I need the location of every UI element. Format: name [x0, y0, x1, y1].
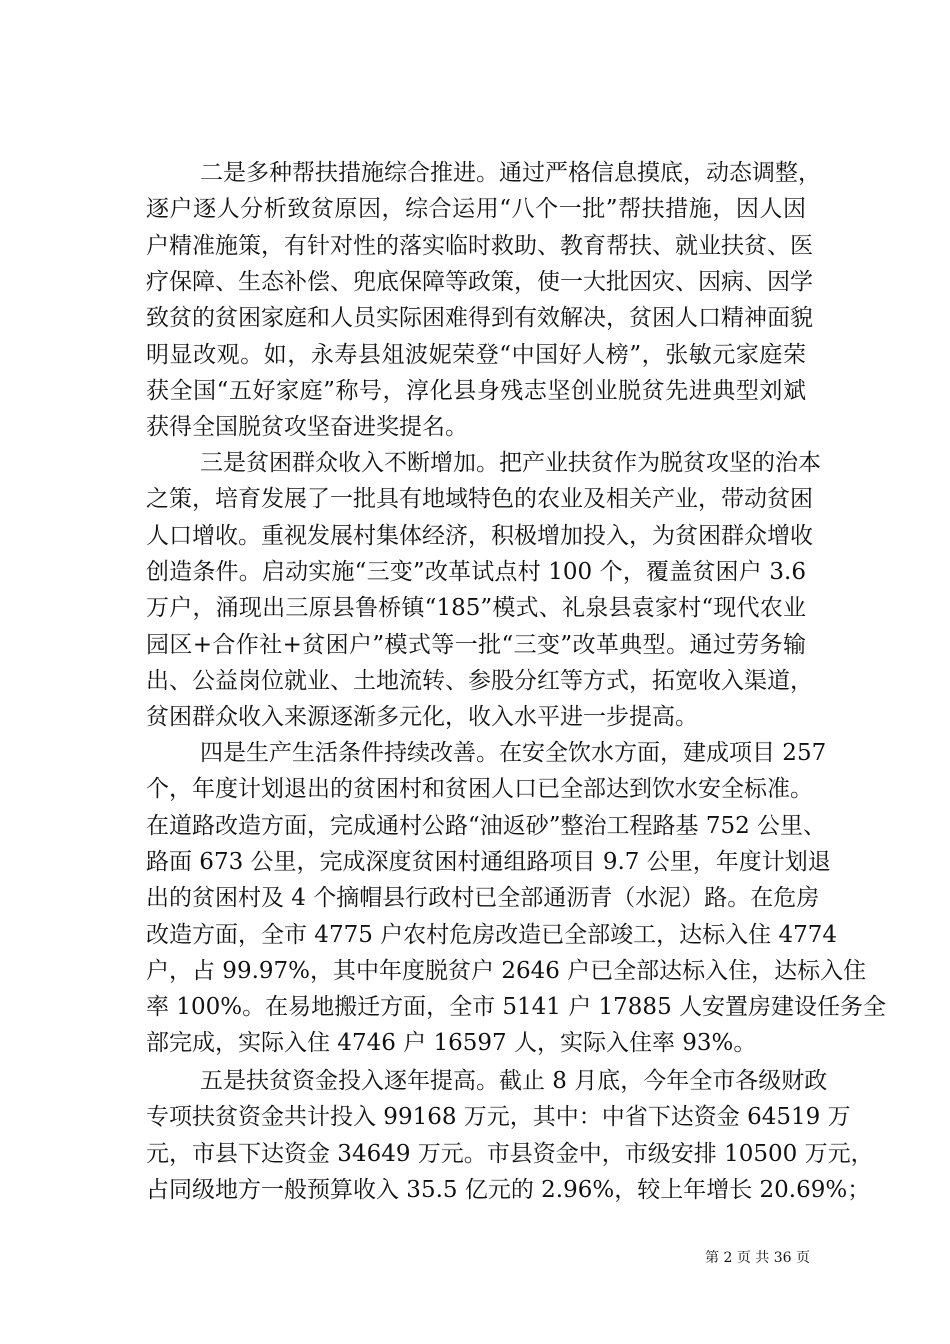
paragraph-1-line-7: 获全国“五好家庭”称号，淳化县身残志坚创业脱贫先进典型刘斌	[146, 377, 806, 404]
paragraph-1-line-4: 疗保障、生态补偿、兜底保障等政策，使一大批因灾、因病、因学	[146, 268, 813, 295]
paragraph-3-line-5: 出的贫困村及 4 个摘帽县行政村已全部通沥青（水泥）路。在危房	[146, 885, 820, 912]
paragraph-1-line-6: 明显改观。如，永寿县俎波妮荣登“中国好人榜”，张敏元家庭荣	[146, 341, 806, 368]
paragraph-3-line-1: 四是生产生活条件持续改善。在安全饮水方面，建成项目 257	[200, 740, 827, 766]
paragraph-3-line-9: 部完成，实际入住 4746 户 16597 人，实际入住率 93%。	[146, 1030, 757, 1057]
paragraph-1-line-2: 逐户逐人分析致贫原因，综合运用“八个一批”帮扶措施，因人因	[146, 196, 806, 223]
page-footer: 第 2 页 共 36 页	[705, 1250, 810, 1266]
paragraph-2-line-1: 三是贫困群众收入不断增加。把产业扶贫作为脱贫攻坚的治本	[200, 450, 821, 476]
paragraph-1-line-3: 户精准施策，有针对性的落实临时救助、教育帮扶、就业扶贫、医	[146, 232, 813, 259]
paragraph-3-line-6: 改造方面，全市 4775 户农村危房改造已全部竣工，达标入住 4774	[146, 921, 837, 948]
paragraph-4-line-4: 占同级地方一般预算收入 35.5 亿元的 2.96%，较上年增长 20.69%；	[146, 1176, 871, 1203]
paragraph-1-line-1: 二是多种帮扶措施综合推进。通过严格信息摸底，动态调整，	[200, 160, 821, 186]
paragraph-3-line-2: 个，年度计划退出的贫困村和贫困人口已全部达到饮水安全标准。	[146, 776, 813, 803]
paragraph-3-line-7: 户，占 99.97%，其中年度脱贫户 2646 户已全部达标入住，达标入住	[146, 957, 867, 984]
paragraph-4-line-3: 元，市县下达资金 34649 万元。市县资金中，市级安排 10500 万元，	[146, 1140, 874, 1167]
paragraph-2-line-5: 万户，涌现出三原县鲁桥镇“185”模式、礼泉县袁家村“现代农业	[146, 595, 806, 622]
paragraph-2-line-8: 贫困群众收入来源逐渐多元化，收入水平进一步提高。	[146, 704, 698, 731]
paragraph-2-line-2: 之策，培育发展了一批具有地域特色的农业及相关产业，带动贫困	[146, 486, 813, 513]
paragraph-3-line-3: 在道路改造方面，完成通村公路“油返砂”整治工程路基 752 公里、	[146, 812, 827, 839]
paragraph-2-line-7: 出、公益岗位就业、土地流转、参股分红等方式，拓宽收入渠道，	[146, 667, 813, 694]
paragraph-2-line-3: 人口增收。重视发展村集体经济，积极增加投入，为贫困群众增收	[146, 522, 813, 549]
paragraph-3-line-8: 率 100%。在易地搬迁方面，全市 5141 户 17885 人安置房建设任务全	[146, 994, 887, 1021]
paragraph-2-line-6: 园区+合作社+贫困户”模式等一批“三变”改革典型。通过劳务输	[146, 631, 806, 658]
paragraph-3-line-4: 路面 673 公里，完成深度贫困村通组路项目 9.7 公里，年度计划退	[146, 848, 831, 875]
paragraph-4-line-1: 五是扶贫资金投入逐年提高。截止 8 月底，今年全市各级财政	[200, 1068, 828, 1094]
paragraph-2-line-4: 创造条件。启动实施“三变”改革试点村 100 个，覆盖贫困户 3.6	[146, 558, 806, 585]
paragraph-1-line-5: 致贫的贫困家庭和人员实际困难得到有效解决，贫困人口精神面貌	[146, 305, 813, 332]
paragraph-1-line-8: 获得全国脱贫攻坚奋进奖提名。	[146, 414, 468, 441]
paragraph-4-line-2: 专项扶贫资金共计投入 99168 万元，其中：中省下达资金 64519 万	[146, 1104, 851, 1131]
